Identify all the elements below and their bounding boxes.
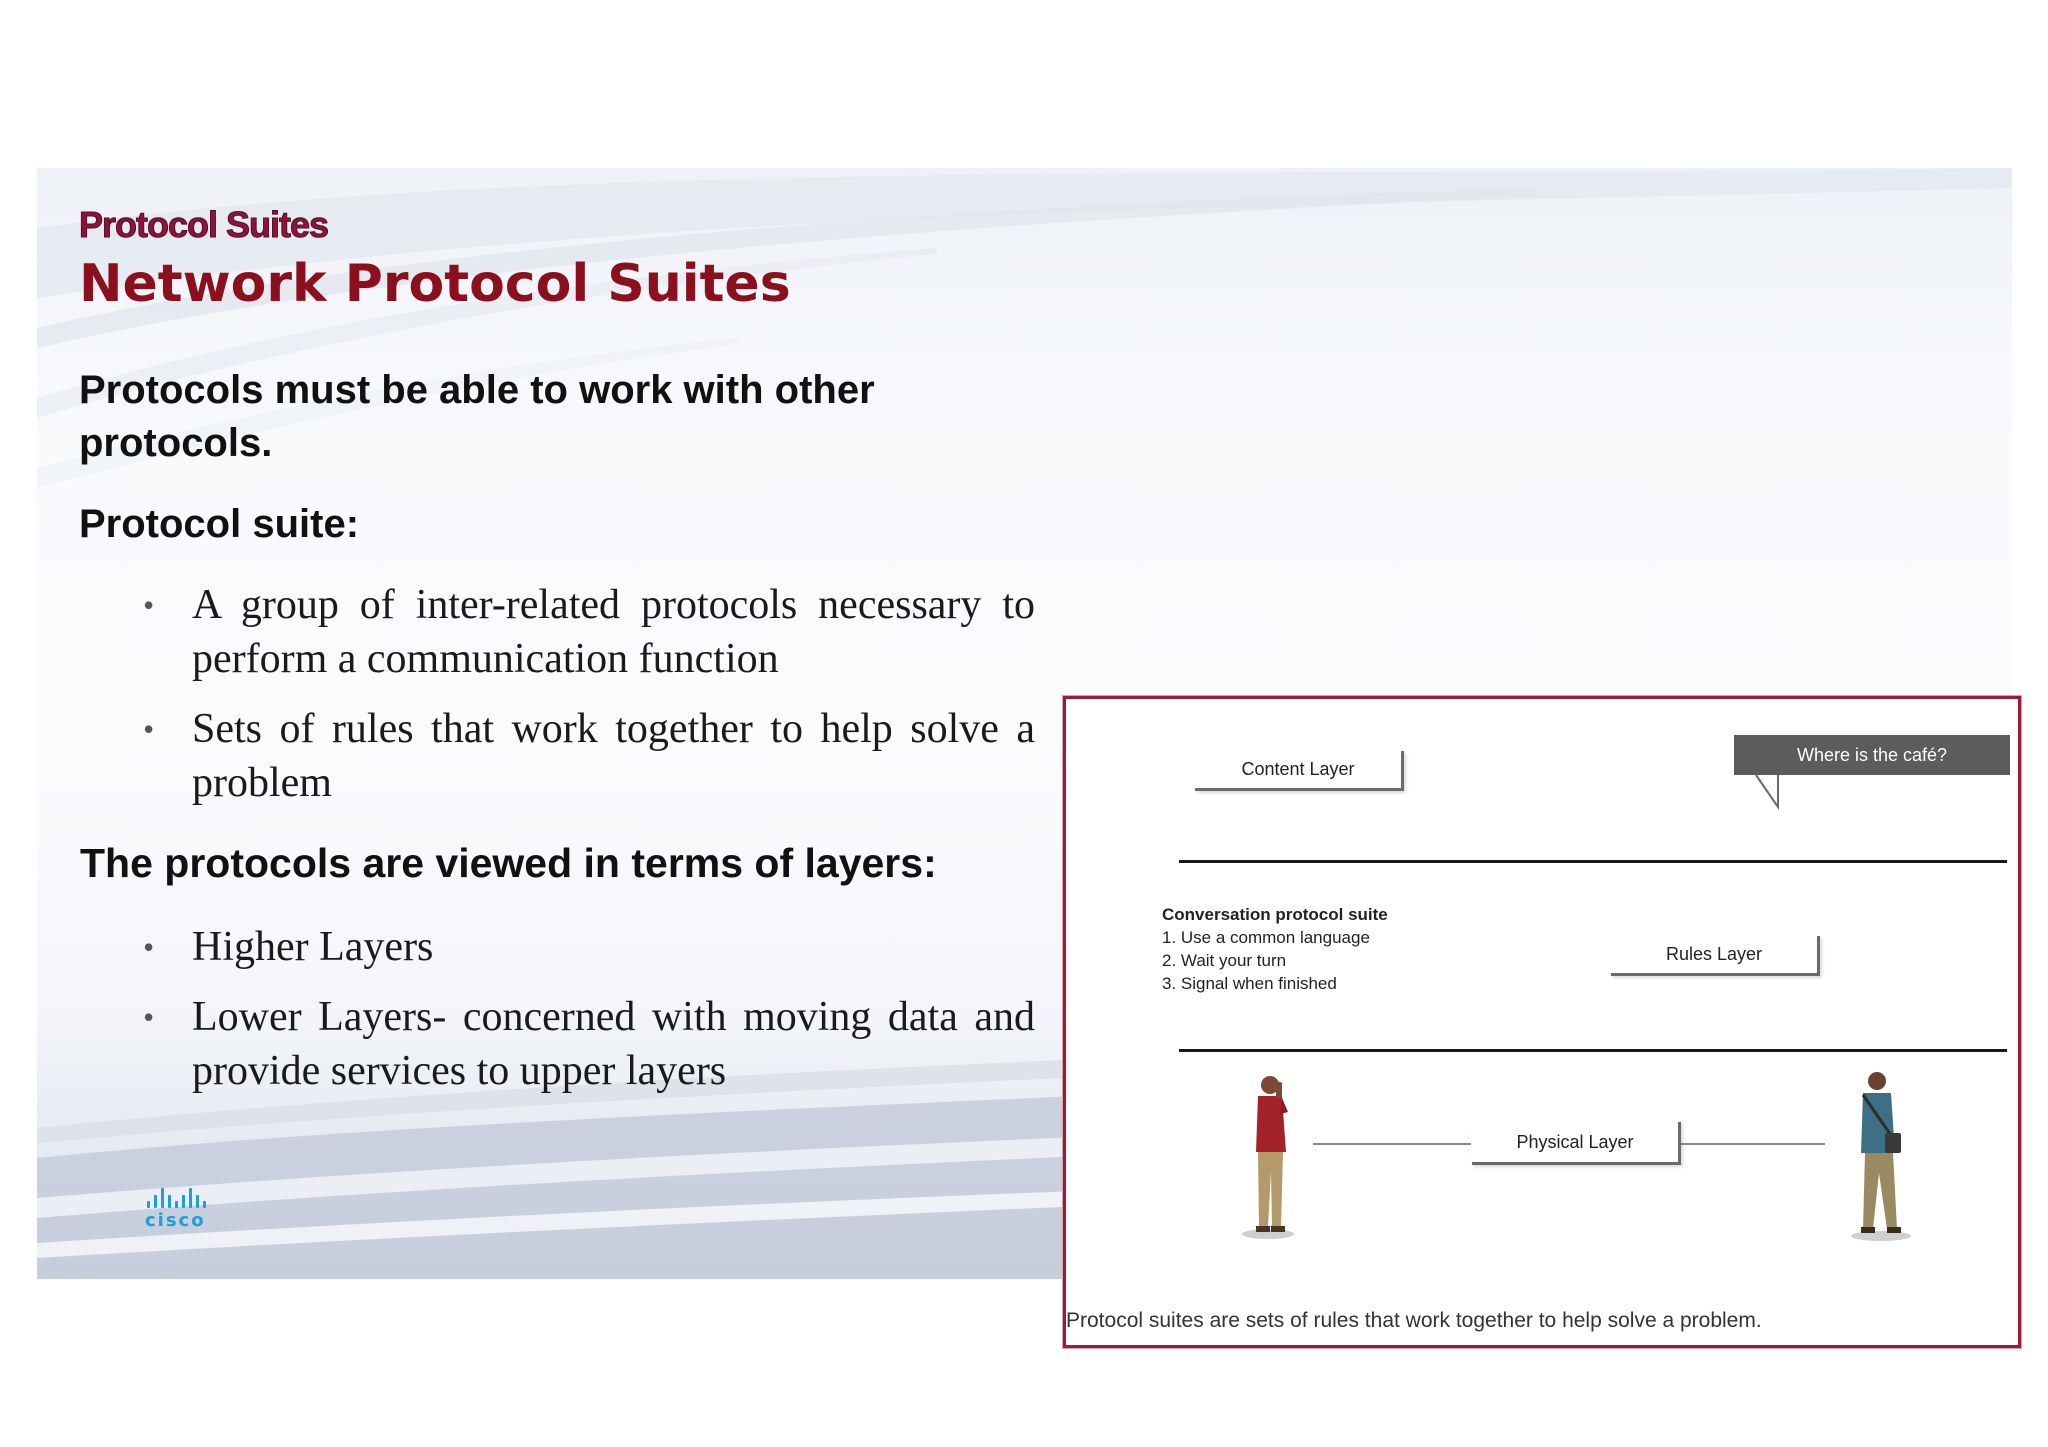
protocol-suite-heading: Protocol suite: — [79, 502, 360, 546]
layers-list — [115, 920, 1035, 1114]
physical-layer-box — [1472, 1122, 1681, 1165]
content-layer-label: Content Layer — [1241, 759, 1355, 779]
cisco-bars-icon — [147, 1186, 225, 1208]
list-item: • A group of inter-related protocols necessary to perform a communication function — [115, 578, 1035, 686]
layer-divider-bottom — [1179, 1049, 2007, 1052]
conversation-suite-block — [1162, 903, 1388, 995]
slide — [37, 168, 2012, 1332]
speech-bubble-tail — [1754, 775, 1784, 809]
section-title: Protocol Suites — [79, 204, 329, 245]
list-item: • Lower Layers- concerned with moving data and provide services to upper layers — [115, 990, 1035, 1098]
suite-rule: 1. Use a common language — [1162, 928, 1370, 947]
person-with-bag-icon — [1841, 1069, 1921, 1244]
list-item: • Sets of rules that work together to help solve a problem — [115, 702, 1035, 810]
layer-divider-top — [1179, 860, 2007, 863]
cisco-logo — [145, 1186, 225, 1234]
layers-heading: The protocols are viewed in terms of layers: — [80, 840, 937, 886]
suite-title: Conversation protocol suite — [1162, 905, 1388, 924]
person-on-phone-icon — [1236, 1072, 1306, 1242]
figure-caption: Protocol suites are sets of rules that work together to help solve a problem. — [1066, 1309, 1762, 1332]
speech-bubble — [1734, 735, 2010, 775]
connection-line-right — [1677, 1143, 1825, 1145]
protocol-layers-figure — [1063, 696, 2021, 1348]
protocol-suite-list — [115, 578, 1035, 826]
suite-rule: 2. Wait your turn — [1162, 951, 1287, 970]
intro-text: Protocols must be able to work with other protocols. — [79, 368, 875, 465]
rules-layer-label: Rules Layer — [1665, 944, 1763, 964]
speech-bubble-text: Where is the café? — [1796, 744, 1948, 765]
physical-layer-label: Physical Layer — [1516, 1131, 1634, 1152]
connection-line-left — [1313, 1143, 1471, 1145]
content-layer-box — [1195, 751, 1404, 791]
rules-layer-box — [1611, 936, 1820, 976]
suite-rule: 3. Signal when finished — [1162, 974, 1337, 993]
list-item: • Higher Layers — [115, 920, 1035, 974]
page-title: Network Protocol Suites — [79, 254, 791, 314]
cisco-wordmark: cisco — [145, 1210, 206, 1231]
